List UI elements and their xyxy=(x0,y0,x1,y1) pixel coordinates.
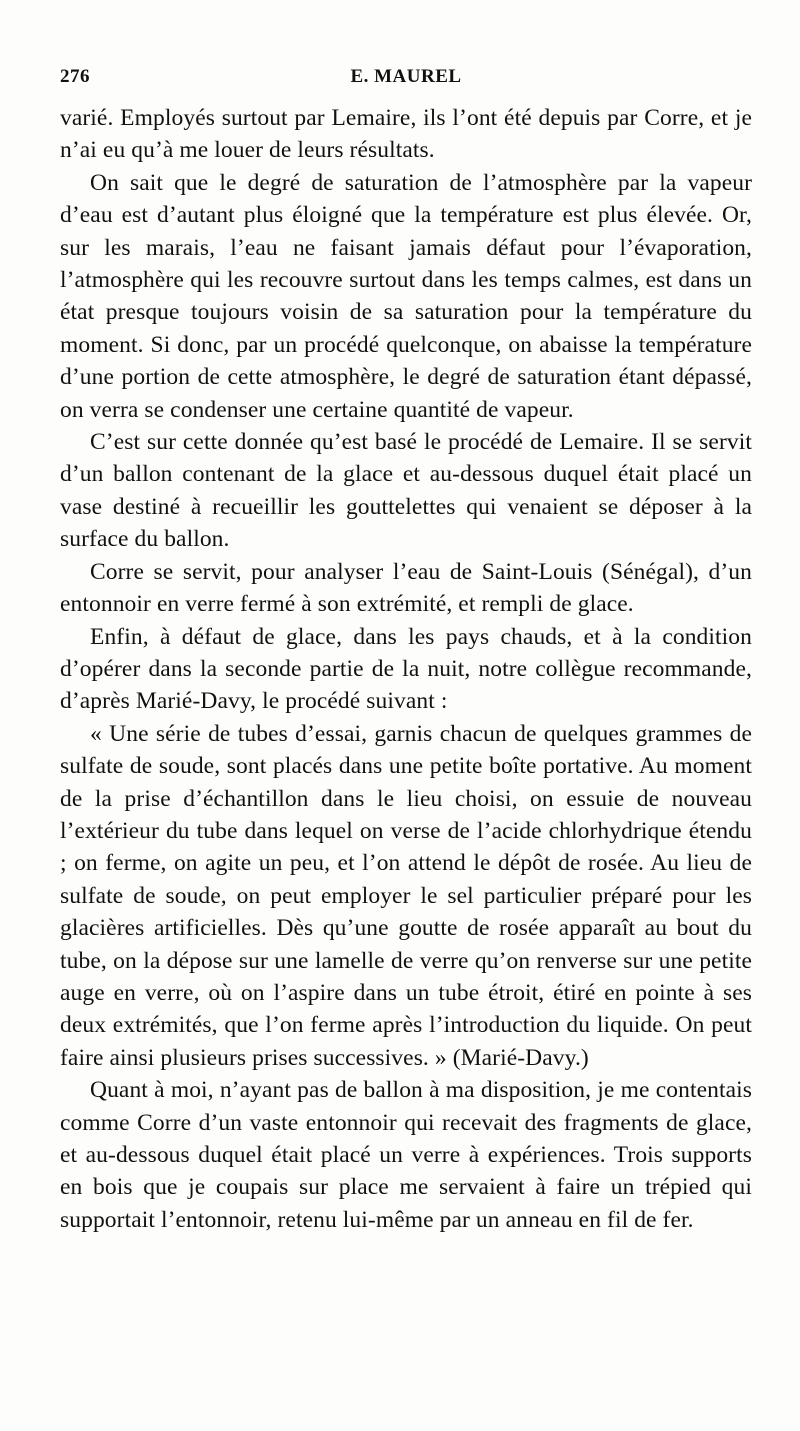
paragraph: Quant à moi, n’ayant pas de ballon à ma disposition, je me contentais comme Corre d’un vaste entonnoir qui recevait des fragments de glace, et au-dessous duquel était placé un verre à expériences. Trois supports en bois que je coupais sur place me servaient à faire un trépied qui supportait l’entonnoir, retenu lui-même par un anneau en fil de fer. xyxy=(60,1077,752,1233)
page-number: 276 xyxy=(60,66,90,87)
running-title: E. MAUREL xyxy=(350,66,462,87)
paragraph: Enfin, à défaut de glace, dans les pays chauds, et à la condition d’opérer dans la seconde partie de la nuit, notre collègue recommande, d’après Marié-Davy, le procédé suivant : xyxy=(60,623,752,715)
quoted-paragraph: « Une série de tubes d’essai, garnis chacun de quelques grammes de sulfate de soude, sont placés dans une petite boîte portative. Au moment de la prise d’échantillon dans le lieu choisi, on essuie de nouveau l’extérieur du tube dans lequel on verse de l’acide chlorhydrique étendu ; on ferme, on agite un peu, et l’on attend le dépôt de rosée. Au lieu de sulfate de soude, on peut employer le sel particulier préparé pour les glacières artificielles. Dès qu’une goutte de rosée apparaît au bout du tube, on la dépose sur une lamelle de verre qu’on renverse sur une petite auge en verre, où on l’aspire dans un tube étroit, étiré en pointe à ses deux extrémités, que l’on ferme après l’introduction du liquide. On peut faire ainsi plusieurs prises successives. » (Marié-Davy.) xyxy=(60,720,752,1071)
body-text xyxy=(60,102,752,1236)
paragraph: On sait que le degré de saturation de l’atmosphère par la vapeur d’eau est d’autant plus éloigné que la température est plus élevée. Or, sur les marais, l’eau ne faisant jamais défaut pour l’évaporation, l’atmosphère qui les recouvre surtout dans les temps calmes, est dans un état presque toujours voisin de sa saturation pour la température du moment. Si donc, par un procédé quelconque, on abaisse la température d’une portion de cette atmosphère, le degré de saturation étant dépassé, on verra se condenser une certaine quantité de vapeur. xyxy=(60,169,752,423)
running-header xyxy=(60,66,752,90)
paragraph: varié. Employés surtout par Lemaire, ils l’ont été depuis par Corre, et je n’ai eu qu’à me louer de leurs résultats. xyxy=(60,105,752,164)
paragraph: C’est sur cette donnée qu’est basé le procédé de Lemaire. Il se servit d’un ballon contenant de la glace et au-dessous duquel était placé un vase destiné à recueillir les gouttelettes qui venaient se déposer à la surface du ballon. xyxy=(60,429,752,553)
paragraph: Corre se servit, pour analyser l’eau de Saint-Louis (Sénégal), d’un entonnoir en verre fermé à son extrémité, et rempli de glace. xyxy=(60,558,752,618)
